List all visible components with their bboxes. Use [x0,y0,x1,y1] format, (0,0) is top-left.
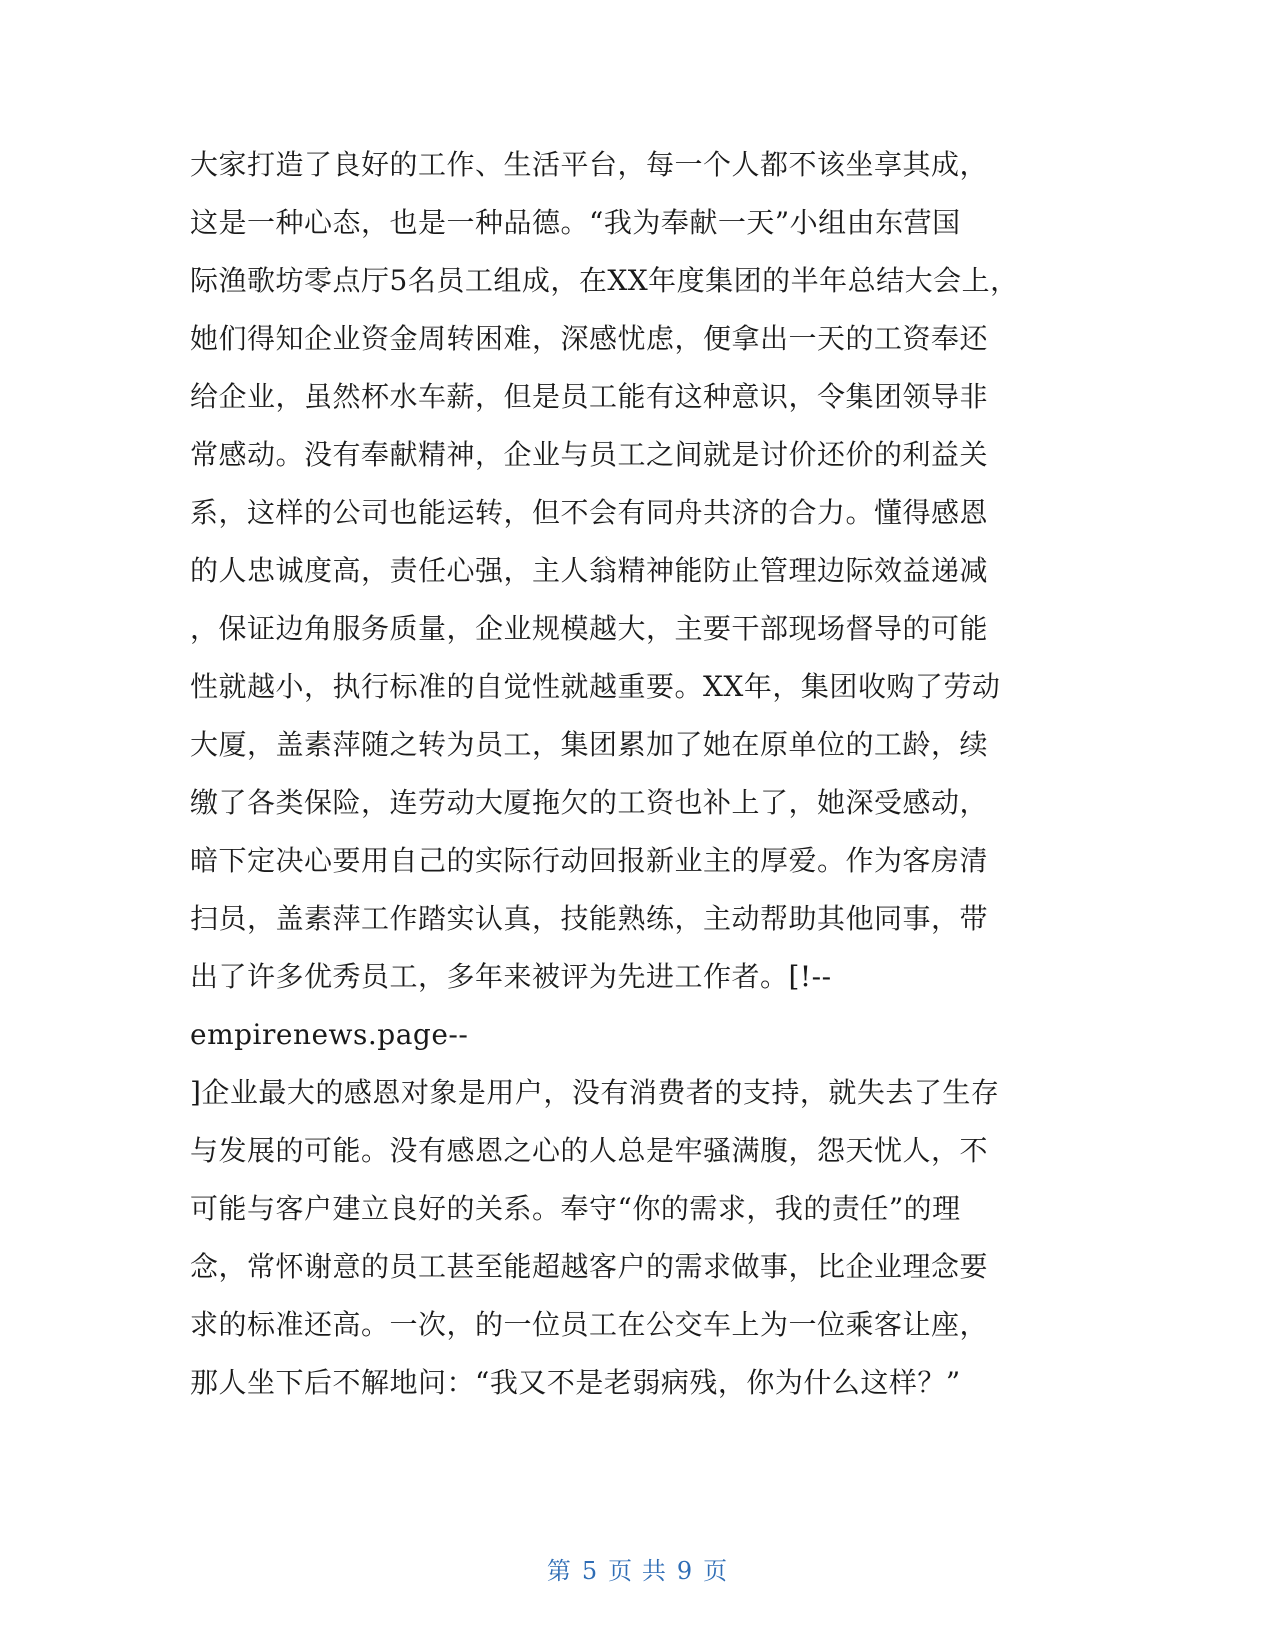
text-line: 际渔歌坊零点厅5名员工组成，在XX年度集团的半年总结大会上， [190,264,1019,297]
text-line: 那人坐下后不解地问：“我又不是老弱病残，你为什么这样？” [190,1366,961,1399]
current-page-number: 5 [581,1557,599,1585]
text-line: 求的标准还高。一次，的一位员工在公交车上为一位乘客让座， [190,1308,989,1341]
text-line: 常感动。没有奉献精神，企业与员工之间就是讨价还价的利益关 [190,438,989,471]
text-line: 这是一种心态，也是一种品德。“我为奉献一天”小组由东营国 [190,206,961,239]
text-line: 大家打造了良好的工作、生活平台，每一个人都不该坐享其成， [190,148,989,181]
text-line: 可能与客户建立良好的关系。奉守“你的需求，我的责任”的理 [190,1192,961,1225]
page-label: 页 [608,1557,634,1585]
text-line: empirenews.page-- [190,1018,469,1051]
text-line: 给企业，虽然杯水车薪，但是员工能有这种意识，令集团领导非 [190,380,989,413]
text-line: 系，这样的公司也能运转，但不会有同舟共济的合力。懂得感恩 [190,496,989,529]
text-line: ]企业最大的感恩对象是用户，没有消费者的支持，就失去了生存 [190,1076,1000,1109]
text-line: 她们得知企业资金周转困难，深感忧虑，便拿出一天的工资奉还 [190,322,989,355]
text-line: 出了许多优秀员工，多年来被评为先进工作者。[!-- [190,960,832,993]
text-line: 缴了各类保险，连劳动大厦拖欠的工资也补上了，她深受感动， [190,786,989,819]
total-prefix: 共 [641,1557,667,1585]
text-line: 大厦，盖素萍随之转为员工，集团累加了她在原单位的工龄，续 [190,728,989,761]
text-line: 与发展的可能。没有感恩之心的人总是牢骚满腹，怨天忧人，不 [190,1134,989,1167]
page-prefix: 第 [546,1557,572,1585]
total-suffix: 页 [703,1557,729,1585]
text-line: 的人忠诚度高，责任心强，主人翁精神能防止管理边际效益递减 [190,554,989,587]
total-pages-number: 9 [676,1557,694,1585]
page-footer [0,1556,1275,1586]
text-line: 扫员，盖素萍工作踏实认真，技能熟练，主动帮助其他同事，带 [190,902,989,935]
text-line: 暗下定决心要用自己的实际行动回报新业主的厚爱。作为客房清 [190,844,989,877]
text-line: ，保证边角服务质量，企业规模越大，主要干部现场督导的可能 [190,612,989,645]
text-line: 念，常怀谢意的员工甚至能超越客户的需求做事，比企业理念要 [190,1250,989,1283]
text-line: 性就越小，执行标准的自觉性就越重要。XX年，集团收购了劳动 [190,670,1001,703]
